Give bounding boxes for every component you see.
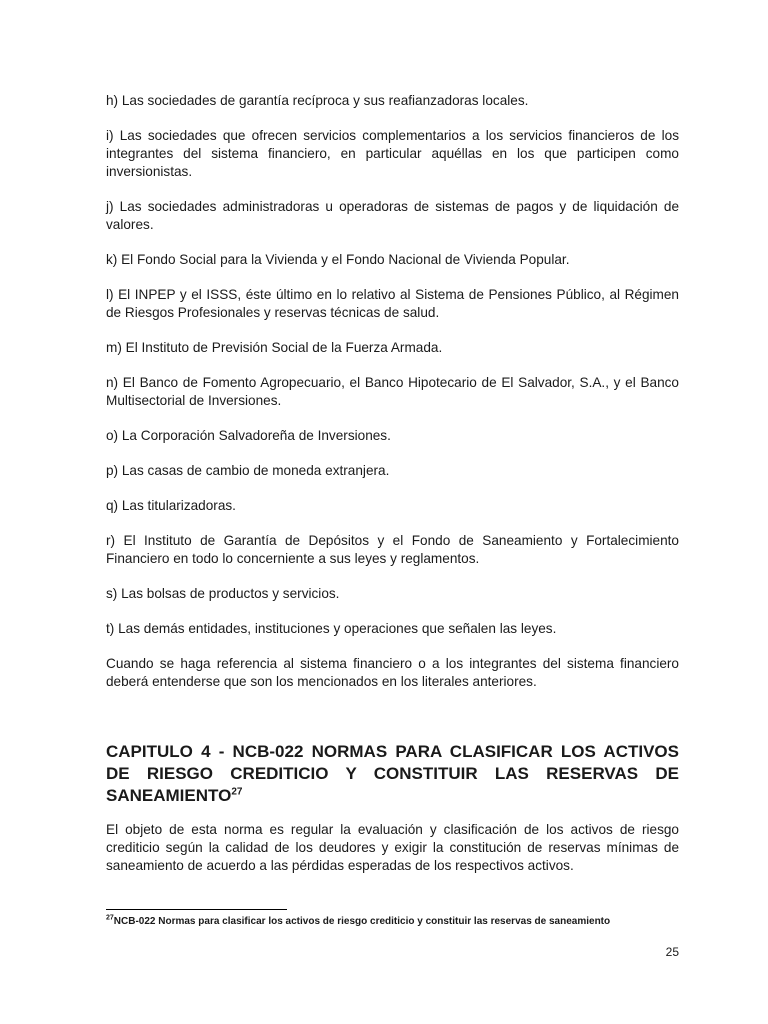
chapter-heading-text: CAPITULO 4 - NCB-022 NORMAS PARA CLASIFICAR LOS ACTIVOS DE RIESGO CREDITICIO Y CONSTITUIR LAS RESERVAS DE SANEAMIENTO [106,742,679,805]
list-item-h: h) Las sociedades de garantía recíproca y sus reafianzadoras locales. [106,93,529,108]
footnote-number: 27 [106,914,114,922]
list-item-l: l) El INPEP y el ISSS, éste último en lo relativo al Sistema de Pensiones Público, al Régimen de Riesgos Profesionales y reservas técnicas de salud. [106,287,679,320]
list-item-r: r) El Instituto de Garantía de Depósitos y el Fondo de Saneamiento y Fortalecimiento Financiero en todo lo concerniente a sus leyes y reglamentos. [106,533,679,566]
page-number: 25 [665,945,679,959]
chapter-intro-paragraph: El objeto de esta norma es regular la evaluación y clasificación de los activos de riesgo crediticio según la calidad de los deudores y exigir la constitución de reservas mínimas de saneamiento de acuerdo a las pérdidas esperadas de los respectivos activos. [106,822,679,873]
list-item-t: t) Las demás entidades, instituciones y operaciones que señalen las leyes. [106,621,557,636]
list-item-n: n) El Banco de Fomento Agropecuario, el Banco Hipotecario de El Salvador, S.A., y el Banco Multisectorial de Inversiones. [106,375,679,408]
list-item-k: k) El Fondo Social para la Vivienda y el Fondo Nacional de Vivienda Popular. [106,252,570,267]
body-text [106,92,679,691]
footnote-separator [106,909,287,910]
list-item-s: s) Las bolsas de productos y servicios. [106,586,340,601]
footnote-reference[interactable]: 27 [231,786,243,798]
list-item-i: i) Las sociedades que ofrecen servicios complementarios a los servicios financieros de los integrantes del sistema financiero, en particular aquéllas en los que participen como inversionistas. [106,128,679,179]
list-item-q: q) Las titularizadoras. [106,498,236,513]
list-item-j: j) Las sociedades administradoras u operadoras de sistemas de pagos y de liquidación de valores. [106,199,679,232]
list-item-p: p) Las casas de cambio de moneda extranjera. [106,463,390,478]
list-item-o: o) La Corporación Salvadoreña de Inversiones. [106,428,391,443]
chapter-heading [106,741,679,807]
footnote [106,915,706,929]
list-item-m: m) El Instituto de Previsión Social de la Fuerza Armada. [106,340,443,355]
footnote-text: NCB-022 Normas para clasificar los activos de riesgo crediticio y constituir las reservas de saneamiento [113,916,611,927]
closing-paragraph: Cuando se haga referencia al sistema financiero o a los integrantes del sistema financiero deberá entenderse que son los mencionados en los literales anteriores. [106,656,679,689]
